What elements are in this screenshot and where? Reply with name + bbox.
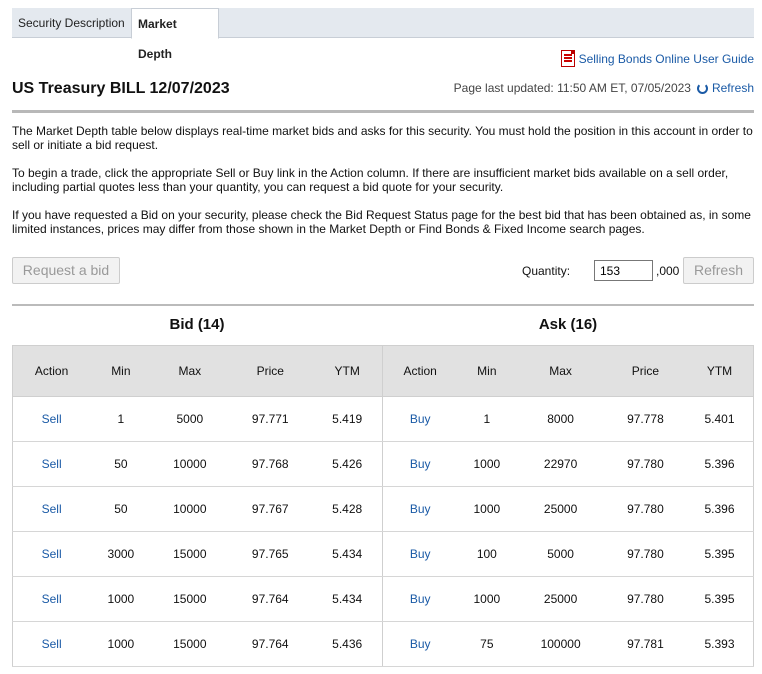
max-cell: 5000 <box>516 532 605 577</box>
buy-link[interactable]: Buy <box>409 592 431 606</box>
ytm-cell: 5.436 <box>312 622 382 667</box>
min-cell: 1000 <box>457 577 516 622</box>
price-cell: 97.780 <box>605 577 686 622</box>
max-cell: 15000 <box>152 577 229 622</box>
divider <box>12 110 754 113</box>
sell-link[interactable]: Sell <box>41 457 62 471</box>
ytm-cell: 5.395 <box>686 577 754 622</box>
ytm-cell: 5.434 <box>312 532 382 577</box>
price-cell: 97.771 <box>228 397 312 442</box>
max-cell: 22970 <box>516 442 605 487</box>
table-row <box>13 487 383 532</box>
buy-link[interactable]: Buy <box>409 502 431 516</box>
max-cell: 5000 <box>152 397 229 442</box>
ytm-cell: 5.396 <box>686 487 754 532</box>
min-cell: 1000 <box>457 442 516 487</box>
col-price: Price <box>228 346 312 397</box>
tab-market-depth[interactable]: Market Depth <box>131 8 219 39</box>
ytm-cell: 5.401 <box>686 397 754 442</box>
max-cell: 25000 <box>516 577 605 622</box>
table-row <box>13 622 383 667</box>
max-cell: 8000 <box>516 397 605 442</box>
min-cell: 1000 <box>457 487 516 532</box>
min-cell: 3000 <box>90 532 151 577</box>
ytm-cell: 5.395 <box>686 532 754 577</box>
col-max: Max <box>516 346 605 397</box>
table-row <box>13 577 383 622</box>
price-cell: 97.764 <box>228 577 312 622</box>
buy-link[interactable]: Buy <box>409 637 431 651</box>
price-cell: 97.780 <box>605 442 686 487</box>
bid-title: Bid (14) <box>169 316 225 333</box>
col-max: Max <box>152 346 229 397</box>
quantity-input[interactable] <box>594 260 653 281</box>
divider <box>12 304 754 306</box>
user-guide-link[interactable] <box>561 50 754 67</box>
ytm-cell: 5.434 <box>312 577 382 622</box>
table-row <box>13 532 383 577</box>
table-row <box>383 397 754 442</box>
intro-paragraph: The Market Depth table below displays real-time market bids and asks for this security. You must hold the position in this account in order to sell or initiate a bid request. <box>12 124 753 152</box>
bid-request-paragraph: If you have requested a Bid on your security, please check the Bid Request Status page for the best bid that has been obtained as, in some limited instances, prices may differ from those shown in the Market Depth or Find Bonds & Fixed Income search pages. <box>12 208 751 236</box>
col-price: Price <box>605 346 686 397</box>
buy-link[interactable]: Buy <box>409 412 431 426</box>
ytm-cell: 5.419 <box>312 397 382 442</box>
quantity-suffix: ,000 <box>656 264 680 278</box>
table-row <box>13 397 383 442</box>
buy-link[interactable]: Buy <box>409 457 431 471</box>
min-cell: 50 <box>90 442 151 487</box>
min-cell: 1000 <box>90 622 151 667</box>
last-updated-text: Page last updated: 11:50 AM ET, 07/05/2023 <box>453 81 691 95</box>
min-cell: 100 <box>457 532 516 577</box>
request-bid-button[interactable]: Request a bid <box>12 257 120 284</box>
col-action: Action <box>13 346 91 397</box>
table-row <box>383 442 754 487</box>
max-cell: 15000 <box>152 622 229 667</box>
price-cell: 97.768 <box>228 442 312 487</box>
min-cell: 75 <box>457 622 516 667</box>
price-cell: 97.781 <box>605 622 686 667</box>
refresh-button[interactable]: Refresh <box>683 257 754 284</box>
ytm-cell: 5.426 <box>312 442 382 487</box>
col-action: Action <box>383 346 458 397</box>
bid-header-row <box>13 346 383 397</box>
sell-link[interactable]: Sell <box>41 592 62 606</box>
price-cell: 97.764 <box>228 622 312 667</box>
ytm-cell: 5.396 <box>686 442 754 487</box>
sell-link[interactable]: Sell <box>41 637 62 651</box>
sell-link[interactable]: Sell <box>41 547 62 561</box>
min-cell: 50 <box>90 487 151 532</box>
ask-header-row <box>383 346 754 397</box>
max-cell: 100000 <box>516 622 605 667</box>
pdf-icon <box>561 50 575 67</box>
table-row <box>383 577 754 622</box>
ask-table <box>382 345 754 667</box>
min-cell: 1000 <box>90 577 151 622</box>
max-cell: 15000 <box>152 532 229 577</box>
col-ytm: YTM <box>312 346 382 397</box>
min-cell: 1 <box>457 397 516 442</box>
sell-link[interactable]: Sell <box>41 502 62 516</box>
table-row <box>383 532 754 577</box>
tab-security-description[interactable]: Security Description <box>18 16 125 30</box>
table-row <box>383 622 754 667</box>
page-title: US Treasury BILL 12/07/2023 <box>12 80 230 97</box>
price-cell: 97.778 <box>605 397 686 442</box>
user-guide-label: Selling Bonds Online User Guide <box>578 51 754 66</box>
ytm-cell: 5.393 <box>686 622 754 667</box>
table-row <box>383 487 754 532</box>
price-cell: 97.765 <box>228 532 312 577</box>
last-updated <box>454 81 754 95</box>
max-cell: 10000 <box>152 442 229 487</box>
max-cell: 10000 <box>152 487 229 532</box>
min-cell: 1 <box>90 397 151 442</box>
trade-instructions-paragraph: To begin a trade, click the appropriate Sell or Buy link in the Action column. If there are insufficient market bids available on a sell order, including partial quotes less than your quantity, you can request a bid quote for your security. <box>12 166 729 194</box>
refresh-link-label: Refresh <box>711 81 754 95</box>
quantity-label: Quantity: <box>522 264 571 278</box>
ytm-cell: 5.428 <box>312 487 382 532</box>
price-cell: 97.780 <box>605 487 686 532</box>
max-cell: 25000 <box>516 487 605 532</box>
price-cell: 97.780 <box>605 532 686 577</box>
ask-title: Ask (16) <box>538 316 598 333</box>
price-cell: 97.767 <box>228 487 312 532</box>
refresh-icon <box>697 83 708 94</box>
table-row <box>13 442 383 487</box>
col-ytm: YTM <box>686 346 754 397</box>
bid-table <box>12 345 383 667</box>
refresh-link[interactable] <box>697 81 754 95</box>
col-min: Min <box>90 346 151 397</box>
buy-link[interactable]: Buy <box>409 547 431 561</box>
col-min: Min <box>457 346 516 397</box>
sell-link[interactable]: Sell <box>41 412 62 426</box>
